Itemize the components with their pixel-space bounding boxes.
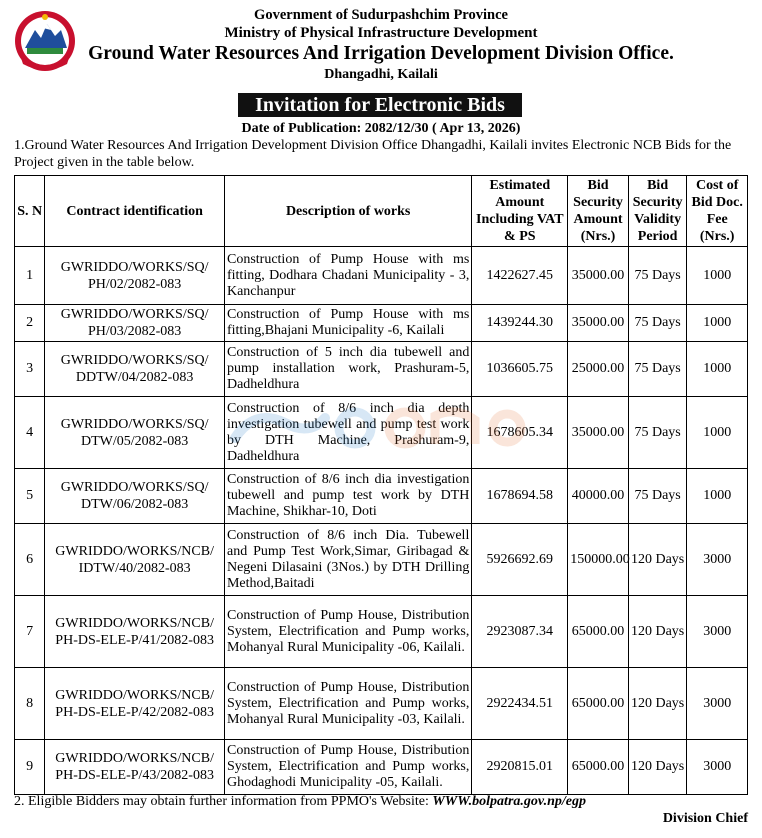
- header-validity: Bid Security Validity Period: [628, 176, 687, 247]
- cell-sn: 7: [15, 596, 45, 668]
- cell-sn: 8: [15, 668, 45, 740]
- table-row: [15, 342, 748, 397]
- cell-amount: 2922434.51: [472, 668, 568, 740]
- cell-contract: GWRIDDO/WORKS/SQ/ PH/02/2082-083: [45, 247, 225, 305]
- cell-description: Construction of Pump House, Distribution System, Electrification and Pump works, Mohanyal Rural Municipality -06, Kailali.: [224, 596, 471, 668]
- cell-validity: 120 Days: [628, 668, 687, 740]
- cell-description: Construction of 8/6 inch dia investigation tubewell and pump test work by DTH Machine, Shikhar-10, Doti: [224, 469, 471, 524]
- cell-description: Construction of 8/6 inch dia depth investigation tubewell and pump test work by DTH Machine, Prashuram-9, Dadheldhura: [224, 397, 471, 469]
- cell-amount: 1678694.58: [472, 469, 568, 524]
- ministry-name: Ministry of Physical Infrastructure Development: [224, 25, 538, 41]
- cell-description: Construction of 5 inch dia tubewell and pump installation work, Prashuram-5, Dadheldhura: [224, 342, 471, 397]
- cell-security: 25000.00: [568, 342, 629, 397]
- cell-amount: 2920815.01: [472, 740, 568, 795]
- cell-amount: 1036605.75: [472, 342, 568, 397]
- table-header-row: [15, 176, 748, 247]
- cell-validity: 120 Days: [628, 740, 687, 795]
- table-row: [15, 305, 748, 342]
- cell-contract: GWRIDDO/WORKS/SQ/ PH/03/2082-083: [45, 305, 225, 342]
- cell-validity: 75 Days: [628, 469, 687, 524]
- cell-security: 65000.00: [568, 740, 629, 795]
- header-security: Bid Security Amount (Nrs.): [568, 176, 629, 247]
- office-name: Ground Water Resources And Irrigation Development Division Office.: [88, 43, 674, 64]
- table-row: [15, 668, 748, 740]
- cell-fee: 3000: [687, 596, 748, 668]
- cell-sn: 5: [15, 469, 45, 524]
- cell-amount: 1439244.30: [472, 305, 568, 342]
- cell-contract: GWRIDDO/WORKS/SQ/ DTW/05/2082-083: [45, 397, 225, 469]
- table-row: [15, 740, 748, 795]
- cell-sn: 1: [15, 247, 45, 305]
- cell-validity: 75 Days: [628, 342, 687, 397]
- cell-contract: GWRIDDO/WORKS/NCB/ PH-DS-ELE-P/41/2082-083: [45, 596, 225, 668]
- cell-amount: 1678605.34: [472, 397, 568, 469]
- signature: Division Chief: [662, 811, 748, 826]
- cell-amount: 2923087.34: [472, 596, 568, 668]
- cell-security: 35000.00: [568, 397, 629, 469]
- cell-contract: GWRIDDO/WORKS/NCB/ PH-DS-ELE-P/42/2082-083: [45, 668, 225, 740]
- header: [0, 6, 762, 84]
- cell-fee: 1000: [687, 469, 748, 524]
- ppmo-website-link[interactable]: WWW.bolpatra.gov.np/egp: [432, 794, 586, 809]
- header-amount: Estimated Amount Including VAT & PS: [472, 176, 568, 247]
- cell-description: Construction of Pump House, Distribution System, Electrification and Pump works, Ghodaghodi Municipality -05, Kailali.: [224, 740, 471, 795]
- header-fee: Cost of Bid Doc. Fee (Nrs.): [687, 176, 748, 247]
- cell-security: 65000.00: [568, 668, 629, 740]
- cell-contract: GWRIDDO/WORKS/SQ/ DTW/06/2082-083: [45, 469, 225, 524]
- cell-sn: 3: [15, 342, 45, 397]
- cell-security: 65000.00: [568, 596, 629, 668]
- table-row: [15, 524, 748, 596]
- cell-fee: 1000: [687, 397, 748, 469]
- cell-fee: 3000: [687, 524, 748, 596]
- cell-validity: 75 Days: [628, 397, 687, 469]
- cell-contract: GWRIDDO/WORKS/NCB/ PH-DS-ELE-P/43/2082-083: [45, 740, 225, 795]
- cell-description: Construction of Pump House with ms fitting, Dodhara Chadani Municipality - 3, Kanchanpur: [224, 247, 471, 305]
- header-contract: Contract identification: [45, 176, 225, 247]
- cell-sn: 9: [15, 740, 45, 795]
- table-row: [15, 247, 748, 305]
- cell-security: 150000.00: [568, 524, 629, 596]
- office-location: Dhangadhi, Kailali: [324, 67, 438, 82]
- table-row: [15, 596, 748, 668]
- cell-fee: 3000: [687, 740, 748, 795]
- cell-fee: 1000: [687, 305, 748, 342]
- cell-sn: 2: [15, 305, 45, 342]
- cell-validity: 75 Days: [628, 305, 687, 342]
- cell-security: 35000.00: [568, 247, 629, 305]
- cell-description: Construction of Pump House with ms fitting,Bhajani Municipality -6, Kailali: [224, 305, 471, 342]
- cell-fee: 3000: [687, 668, 748, 740]
- cell-description: Construction of 8/6 inch Dia. Tubewell and Pump Test Work,Simar, Giribagad & Negeni Dilasaini (3Nos.) by DTH Drilling Method,Baitadi: [224, 524, 471, 596]
- cell-description: Construction of Pump House, Distribution System, Electrification and Pump works, Mohanyal Rural Municipality -03, Kailali.: [224, 668, 471, 740]
- table-row: [15, 469, 748, 524]
- header-sn: S. N: [15, 176, 45, 247]
- cell-validity: 75 Days: [628, 247, 687, 305]
- cell-validity: 120 Days: [628, 524, 687, 596]
- cell-amount: 1422627.45: [472, 247, 568, 305]
- bids-table: [14, 175, 748, 795]
- cell-contract: GWRIDDO/WORKS/SQ/ DDTW/04/2082-083: [45, 342, 225, 397]
- cell-fee: 1000: [687, 247, 748, 305]
- intro-paragraph: 1.Ground Water Resources And Irrigation Development Division Office Dhangadhi, Kailali invites Electronic NCB Bids for the Project given in the table below.: [14, 138, 732, 170]
- header-description: Description of works: [224, 176, 471, 247]
- table-row: [15, 397, 748, 469]
- cell-security: 35000.00: [568, 305, 629, 342]
- cell-sn: 6: [15, 524, 45, 596]
- footer-note: [14, 793, 586, 810]
- notice-title: Invitation for Electronic Bids: [238, 93, 522, 117]
- cell-fee: 1000: [687, 342, 748, 397]
- cell-validity: 120 Days: [628, 596, 687, 668]
- government-name: Government of Sudurpashchim Province: [254, 7, 508, 23]
- cell-amount: 5926692.69: [472, 524, 568, 596]
- cell-contract: GWRIDDO/WORKS/NCB/ IDTW/40/2082-083: [45, 524, 225, 596]
- cell-security: 40000.00: [568, 469, 629, 524]
- publication-date: Date of Publication: 2082/12/30 ( Apr 13, 2026): [241, 121, 521, 136]
- footer-note-text: 2. Eligible Bidders may obtain further information from PPMO's Website:: [14, 794, 433, 809]
- cell-sn: 4: [15, 397, 45, 469]
